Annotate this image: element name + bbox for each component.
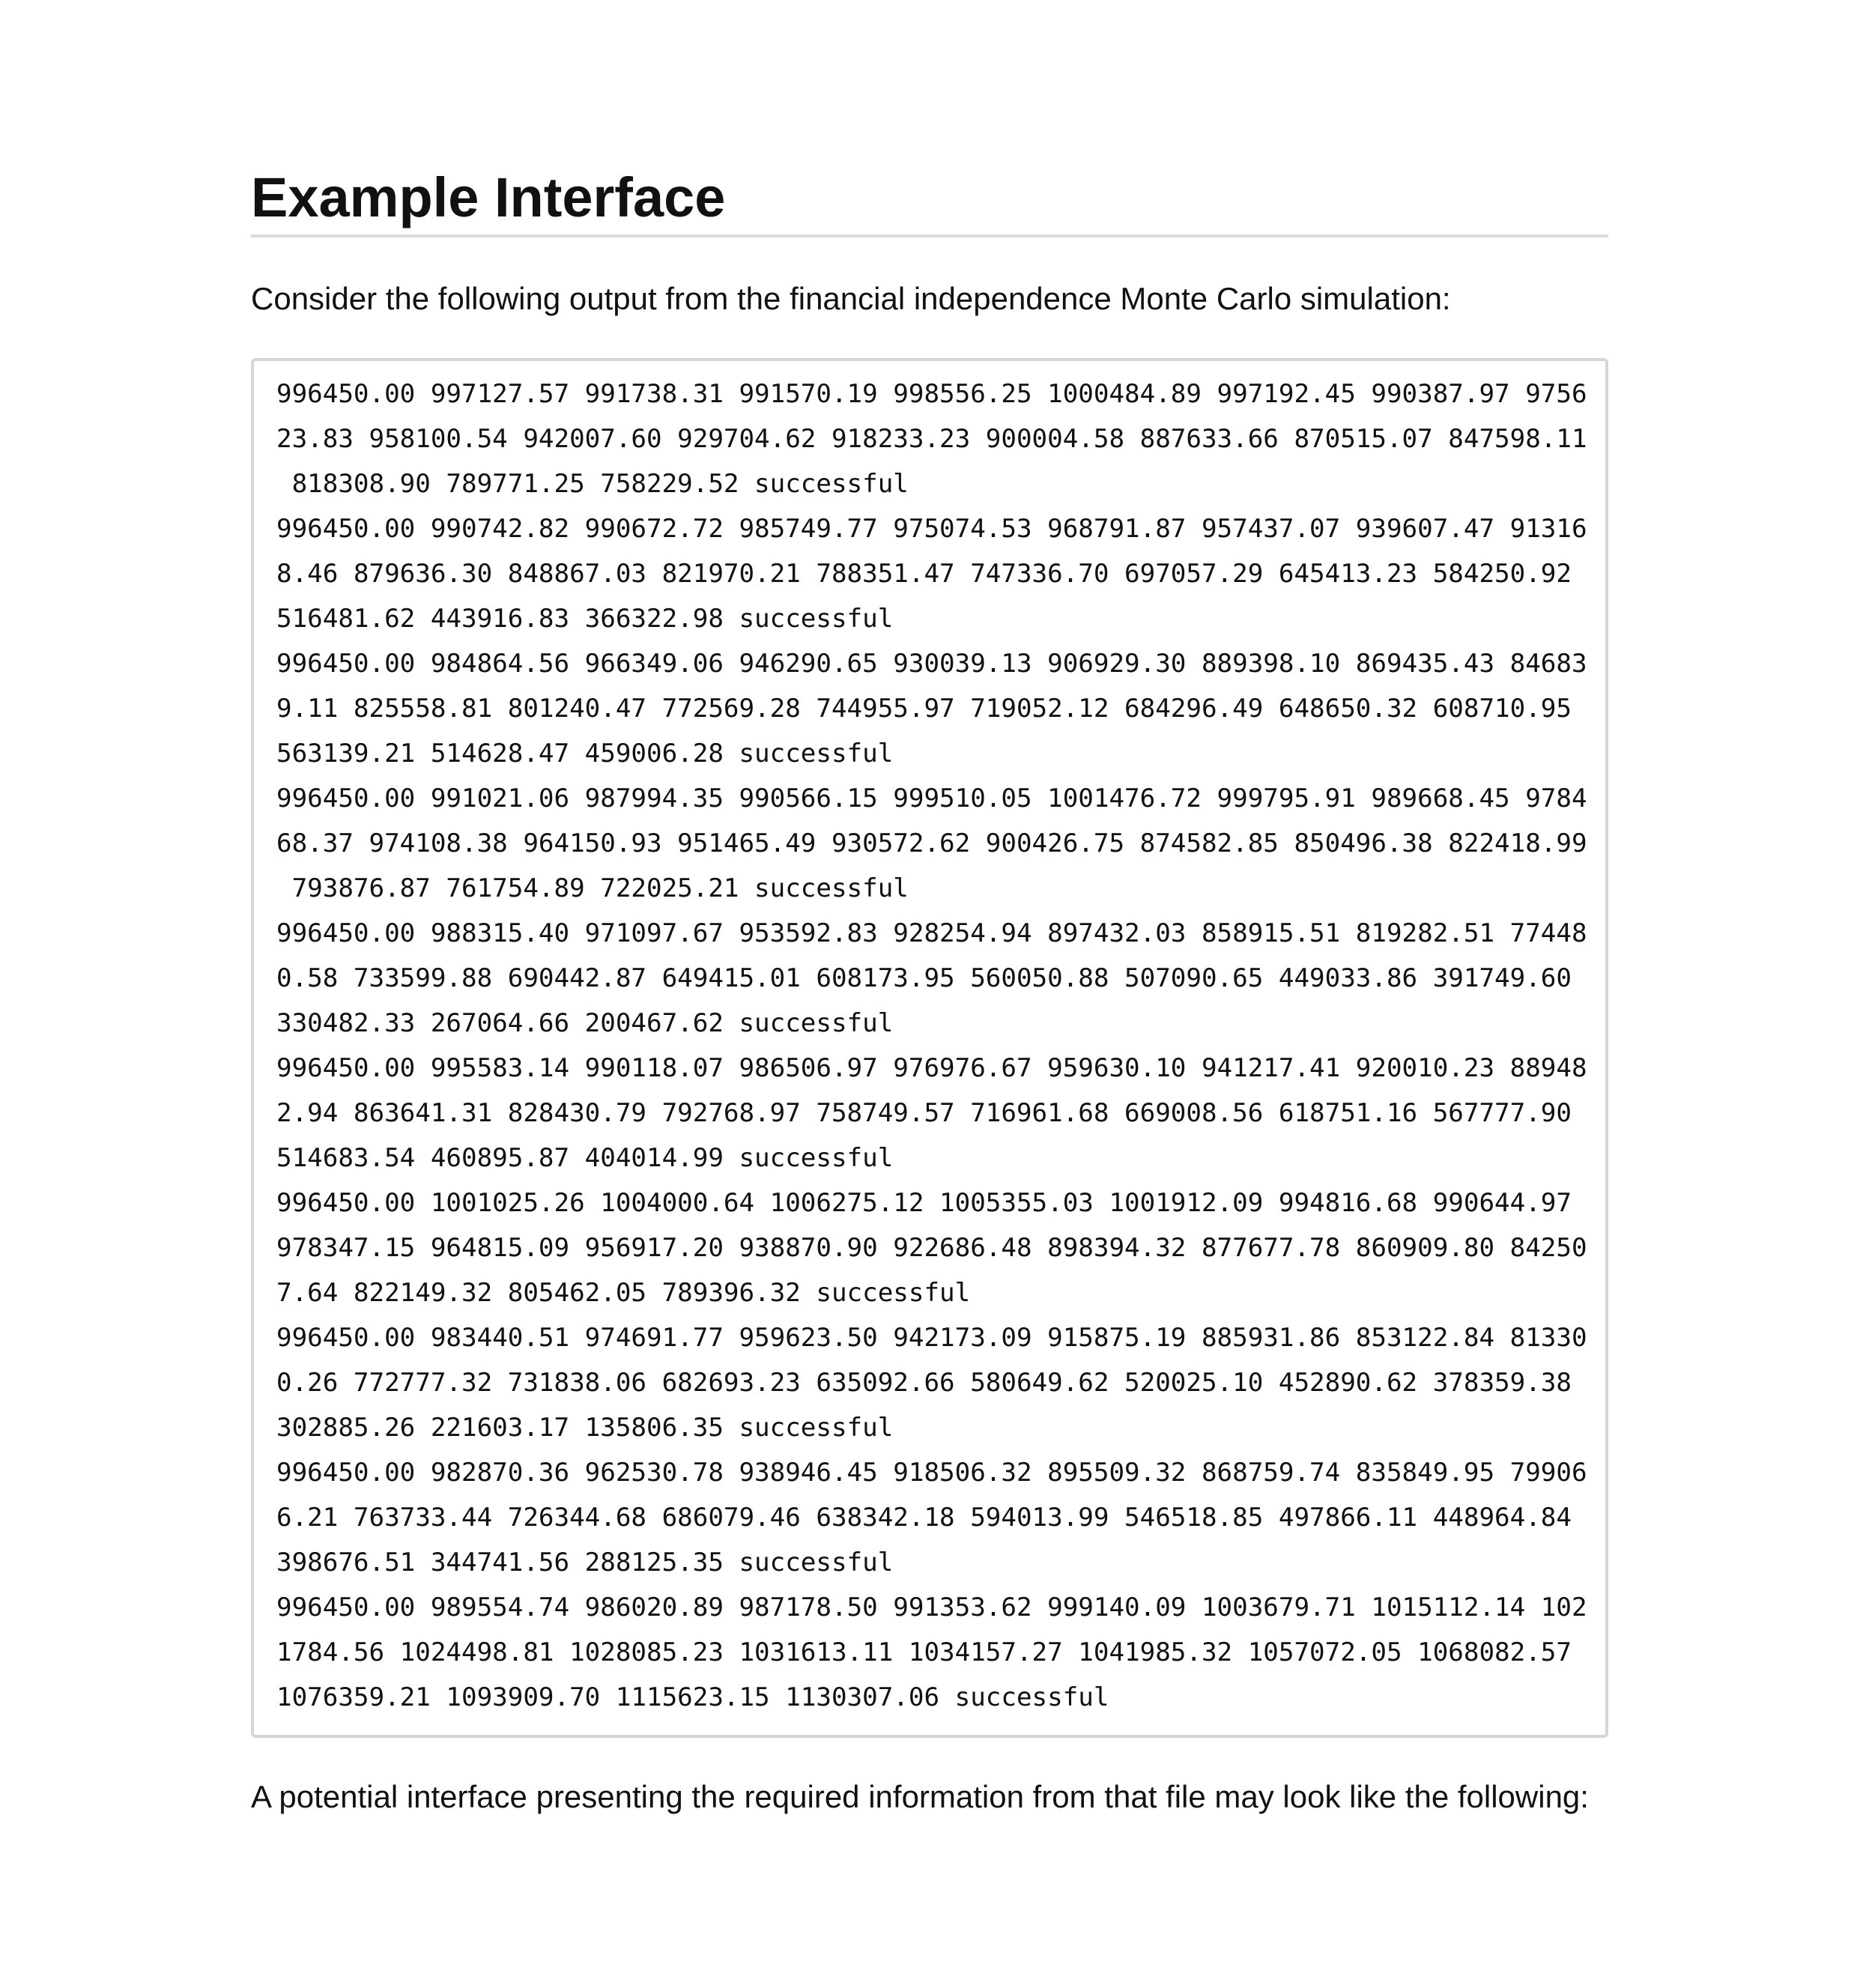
- code-line: 0.26 772777.32 731838.06 682693.23 635092.66 580649.62 520025.10 452890.62 378359.38: [276, 1367, 1572, 1398]
- code-line: 978347.15 964815.09 956917.20 938870.90 922686.48 898394.32 877677.78 860909.80 84250: [276, 1232, 1587, 1263]
- code-line: 68.37 974108.38 964150.93 951465.49 930572.62 900426.75 874582.85 850496.38 822418.99: [276, 828, 1587, 858]
- code-line: 996450.00 990742.82 990672.72 985749.77 975074.53 968791.87 957437.07 939607.47 91316: [276, 513, 1587, 544]
- code-line: 8.46 879636.30 848867.03 821970.21 788351.47 747336.70 697057.29 645413.23 584250.92: [276, 558, 1572, 589]
- code-line: 302885.26 221603.17 135806.35 successful: [276, 1412, 894, 1443]
- code-line: 330482.33 267064.66 200467.62 successful: [276, 1007, 894, 1038]
- code-line: 0.58 733599.88 690442.87 649415.01 608173.95 560050.88 507090.65 449033.86 391749.60: [276, 963, 1572, 993]
- outro-paragraph: A potential interface presenting the required information from that file may look like the following:: [251, 1778, 1589, 1814]
- code-line: 996450.00 982870.36 962530.78 938946.45 918506.32 895509.32 868759.74 835849.95 79906: [276, 1457, 1587, 1488]
- code-line: 996450.00 984864.56 966349.06 946290.65 930039.13 906929.30 889398.10 869435.43 84683: [276, 648, 1587, 679]
- code-line: 996450.00 995583.14 990118.07 986506.97 976976.67 959630.10 941217.41 920010.23 88948: [276, 1052, 1587, 1083]
- code-line: 6.21 763733.44 726344.68 686079.46 638342.18 594013.99 546518.85 497866.11 448964.84: [276, 1502, 1572, 1533]
- code-line: 514683.54 460895.87 404014.99 successful: [276, 1142, 894, 1173]
- code-line: 996450.00 1001025.26 1004000.64 1006275.12 1005355.03 1001912.09 994816.68 990644.97: [276, 1187, 1572, 1218]
- code-line: 23.83 958100.54 942007.60 929704.62 918233.23 900004.58 887633.66 870515.07 847598.11: [276, 423, 1587, 454]
- code-line: 563139.21 514628.47 459006.28 successful: [276, 738, 894, 769]
- code-line: 793876.87 761754.89 722025.21 successful: [276, 873, 909, 903]
- code-line: 398676.51 344741.56 288125.35 successful: [276, 1547, 894, 1578]
- code-line: 9.11 825558.81 801240.47 772569.28 744955.97 719052.12 684296.49 648650.32 608710.95: [276, 693, 1572, 724]
- code-line: 7.64 822149.32 805462.05 789396.32 successful: [276, 1277, 971, 1308]
- code-line: 818308.90 789771.25 758229.52 successful: [276, 468, 909, 499]
- code-line: 996450.00 991021.06 987994.35 990566.15 999510.05 1001476.72 999795.91 989668.45 9784: [276, 783, 1587, 813]
- code-line: 996450.00 997127.57 991738.31 991570.19 998556.25 1000484.89 997192.45 990387.97 9756: [276, 378, 1587, 409]
- code-line: 996450.00 989554.74 986020.89 987178.50 991353.62 999140.09 1003679.71 1015112.14 102: [276, 1592, 1587, 1622]
- code-line: 996450.00 983440.51 974691.77 959623.50 942173.09 915875.19 885931.86 853122.84 81330: [276, 1322, 1587, 1353]
- page-title: Example Interface: [251, 169, 1608, 237]
- document-page: [251, 166, 1608, 1821]
- code-line: 996450.00 988315.40 971097.67 953592.83 928254.94 897432.03 858915.51 819282.51 77448: [276, 918, 1587, 948]
- code-line: 1784.56 1024498.81 1028085.23 1031613.11 1034157.27 1041985.32 1057072.05 1068082.57: [276, 1637, 1572, 1667]
- simulation-output-code-block: [251, 358, 1608, 1738]
- intro-paragraph: Consider the following output from the financial independence Monte Carlo simulation:: [251, 280, 1451, 316]
- code-line: 1076359.21 1093909.70 1115623.15 1130307.06 successful: [276, 1682, 1109, 1712]
- code-line: 2.94 863641.31 828430.79 792768.97 758749.57 716961.68 669008.56 618751.16 567777.90: [276, 1097, 1572, 1128]
- code-line: 516481.62 443916.83 366322.98 successful: [276, 603, 894, 634]
